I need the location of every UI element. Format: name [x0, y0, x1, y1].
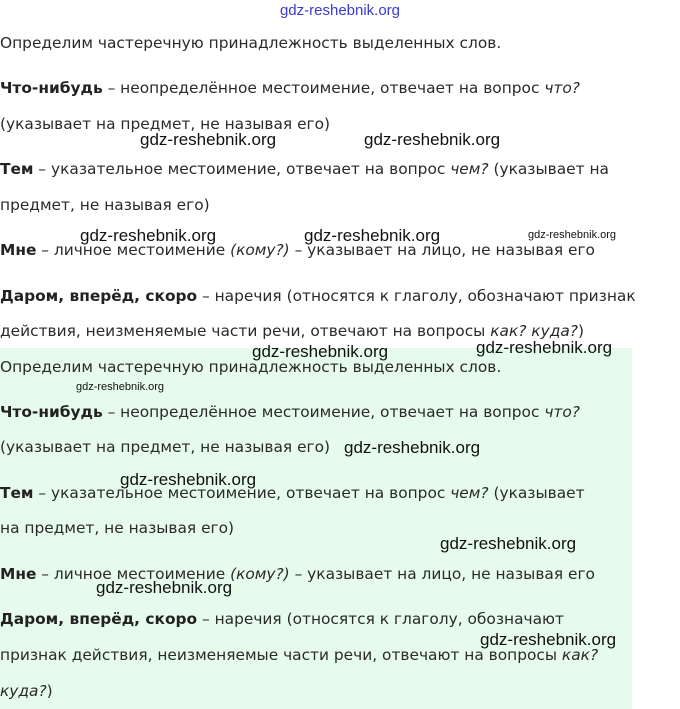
definition: – неопределённое местоимение, отвечает на вопрос: [102, 403, 545, 421]
watermark: gdz-reshebnik.org: [364, 130, 501, 149]
definition: – личное местоимение: [36, 565, 231, 583]
definition: – указательное местоимение, отвечает на вопрос: [33, 484, 451, 502]
term: Тем: [0, 484, 34, 502]
watermark: gdz-reshebnik.org: [476, 338, 613, 357]
question: куда?: [0, 682, 47, 700]
definition: действия, неизменяемые части речи, отвечают на вопросы: [0, 322, 491, 340]
term: Даром, вперёд, скоро: [0, 287, 198, 305]
intro-text: Определим частеречную принадлежность выделенных слов.: [0, 34, 502, 52]
closing-paren: ): [577, 322, 584, 340]
definition-tail: (указывает на: [488, 160, 609, 178]
definition: – наречия (относятся к глаголу, обозначают признак: [197, 287, 636, 305]
term: Тем: [0, 160, 34, 178]
item-narechiya: [0, 609, 564, 629]
definition-tail: (указывает: [488, 484, 585, 502]
watermark: gdz-reshebnik.org: [252, 342, 389, 361]
item-tem-cont: предмет, не называя его): [0, 196, 210, 214]
watermark: gdz-reshebnik.org: [304, 226, 441, 245]
intro-text: Определим частеречную принадлежность выделенных слов.: [0, 358, 502, 376]
question: чем?: [450, 160, 489, 178]
watermark: gdz-reshebnik.org: [440, 534, 577, 553]
watermark: gdz-reshebnik.org: [480, 630, 617, 649]
item-chto-nibud: [0, 402, 580, 422]
definition: – указательное местоимение, отвечает на вопрос: [33, 160, 451, 178]
definition: – неопределённое местоимение, отвечает на вопрос: [102, 79, 545, 97]
watermark: gdz-reshebnik.org: [80, 226, 217, 245]
question: (кому?): [230, 565, 290, 583]
question: (кому?): [230, 241, 290, 259]
term: Даром, вперёд, скоро: [0, 610, 198, 628]
question: что?: [544, 79, 580, 97]
watermark: gdz-reshebnik.org: [528, 229, 617, 241]
header-watermark: gdz-reshebnik.org: [279, 2, 401, 19]
item-tem: [0, 483, 585, 503]
term: Мне: [0, 565, 37, 583]
item-narechiya-cont-2: [0, 681, 53, 701]
term: Что-нибудь: [0, 403, 103, 421]
item-tem-cont: на предмет, не называя его): [0, 519, 235, 537]
term: Мне: [0, 241, 37, 259]
definition: – личное местоимение: [36, 241, 231, 259]
question: что?: [544, 403, 580, 421]
watermark: gdz-reshebnik.org: [96, 578, 233, 597]
definition-tail: – указывает на лицо, не называя его: [289, 241, 595, 259]
item-chto-nibud-cont: (указывает на предмет, не называя его): [0, 438, 331, 456]
item-mne: [0, 564, 595, 584]
watermark: gdz-reshebnik.org: [120, 470, 257, 489]
watermark: gdz-reshebnik.org: [76, 381, 165, 393]
term: Что-нибудь: [0, 79, 103, 97]
watermark: gdz-reshebnik.org: [140, 130, 277, 149]
question: как? куда?: [490, 322, 578, 340]
definition: признак действия, неизменяемые части речи, отвечают на вопросы: [0, 646, 562, 664]
item-chto-nibud-cont: (указывает на предмет, не называя его): [0, 115, 331, 133]
item-chto-nibud: [0, 78, 580, 98]
item-tem: [0, 159, 609, 179]
question: как?: [561, 646, 599, 664]
closing-paren: ): [46, 682, 53, 700]
watermark: gdz-reshebnik.org: [344, 438, 481, 457]
definition-tail: – указывает на лицо, не называя его: [289, 565, 595, 583]
item-narechiya: [0, 286, 636, 306]
definition: – наречия (относятся к глаголу, обозначают: [197, 610, 564, 628]
question: чем?: [450, 484, 489, 502]
